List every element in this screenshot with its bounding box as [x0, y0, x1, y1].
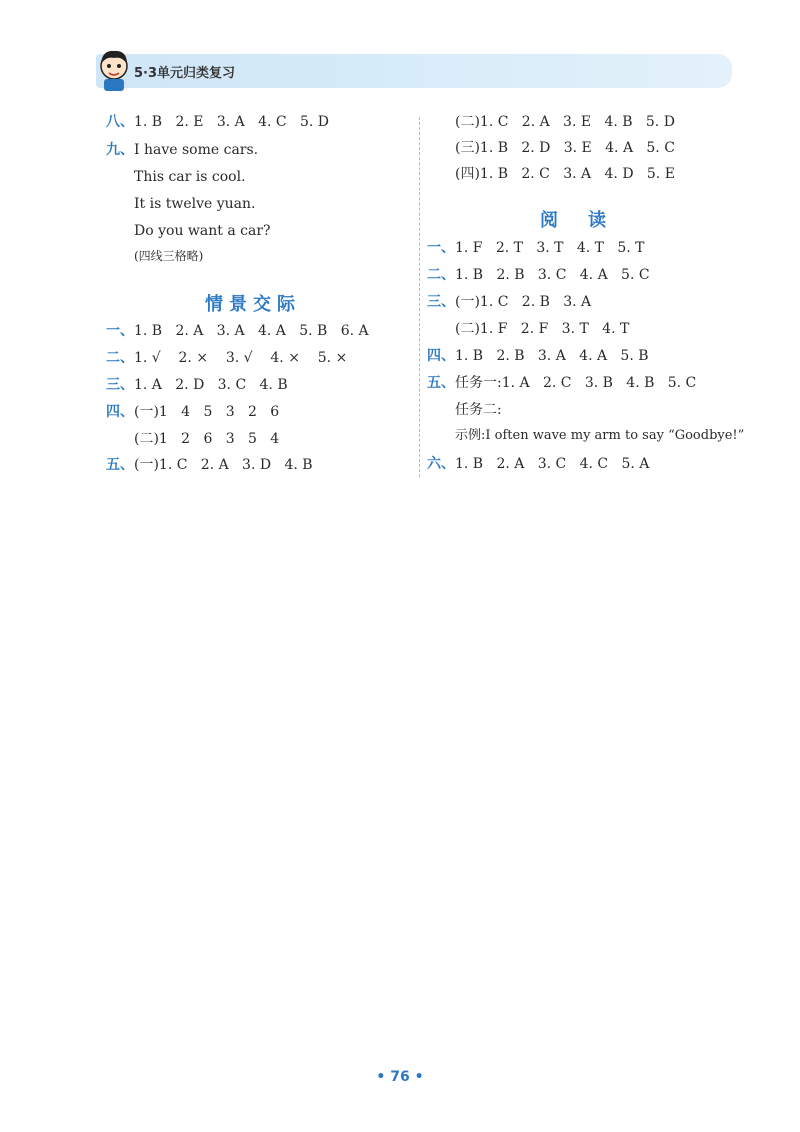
answer-line: 六、1. B 2. A 3. C 4. C 5. A	[427, 456, 650, 472]
answer-line: (二)1. C 2. A 3. E 4. B 5. D	[455, 114, 675, 130]
answer-line: 三、(一)1. C 2. B 3. A	[427, 294, 592, 310]
answer-line: (二)1 2 6 3 5 4	[134, 431, 280, 447]
answer-line: 一、1. F 2. T 3. T 4. T 5. T	[427, 240, 645, 256]
answer-line: 九、I have some cars.	[106, 142, 259, 158]
answer-line: 五、任务一:1. A 2. C 3. B 4. B 5. C	[427, 375, 697, 391]
column-divider	[419, 117, 420, 477]
answer-line: 四、1. B 2. B 3. A 4. A 5. B	[427, 348, 649, 364]
answer-note: (四线三格略)	[134, 249, 204, 263]
answer-example: 示例:I often wave my arm to say “Goodbye!”	[455, 428, 745, 443]
answer-line: 二、1. B 2. B 3. C 4. A 5. C	[427, 267, 650, 283]
section-title-situational: 情景交际	[205, 294, 301, 315]
answer-line: 八、1. B 2. E 3. A 4. C 5. D	[106, 114, 329, 130]
section-title-reading: 阅读	[540, 210, 636, 231]
answer-line: 五、(一)1. C 2. A 3. D 4. B	[106, 457, 313, 473]
answer-line: 一、1. B 2. A 3. A 4. A 5. B 6. A	[106, 323, 369, 339]
answer-line: 三、1. A 2. D 3. C 4. B	[106, 377, 288, 393]
answer-line: It is twelve yuan.	[134, 196, 256, 212]
answer-line: 四、(一)1 4 5 3 2 6	[106, 404, 280, 420]
header-title: 5·3单元归类复习	[134, 66, 236, 81]
answer-line: 任务二:	[455, 402, 502, 418]
page-number: • 76 •	[376, 1069, 424, 1085]
header-banner	[96, 54, 732, 88]
answer-line: (三)1. B 2. D 3. E 4. A 5. C	[455, 140, 675, 156]
answer-line: Do you want a car?	[134, 223, 271, 239]
answer-line: (二)1. F 2. F 3. T 4. T	[455, 321, 630, 337]
mascot-icon	[96, 46, 132, 92]
answer-line: (四)1. B 2. C 3. A 4. D 5. E	[455, 166, 675, 182]
answer-line: This car is cool.	[134, 169, 246, 185]
answer-line: 二、1. √ 2. × 3. √ 4. × 5. ×	[106, 350, 348, 366]
